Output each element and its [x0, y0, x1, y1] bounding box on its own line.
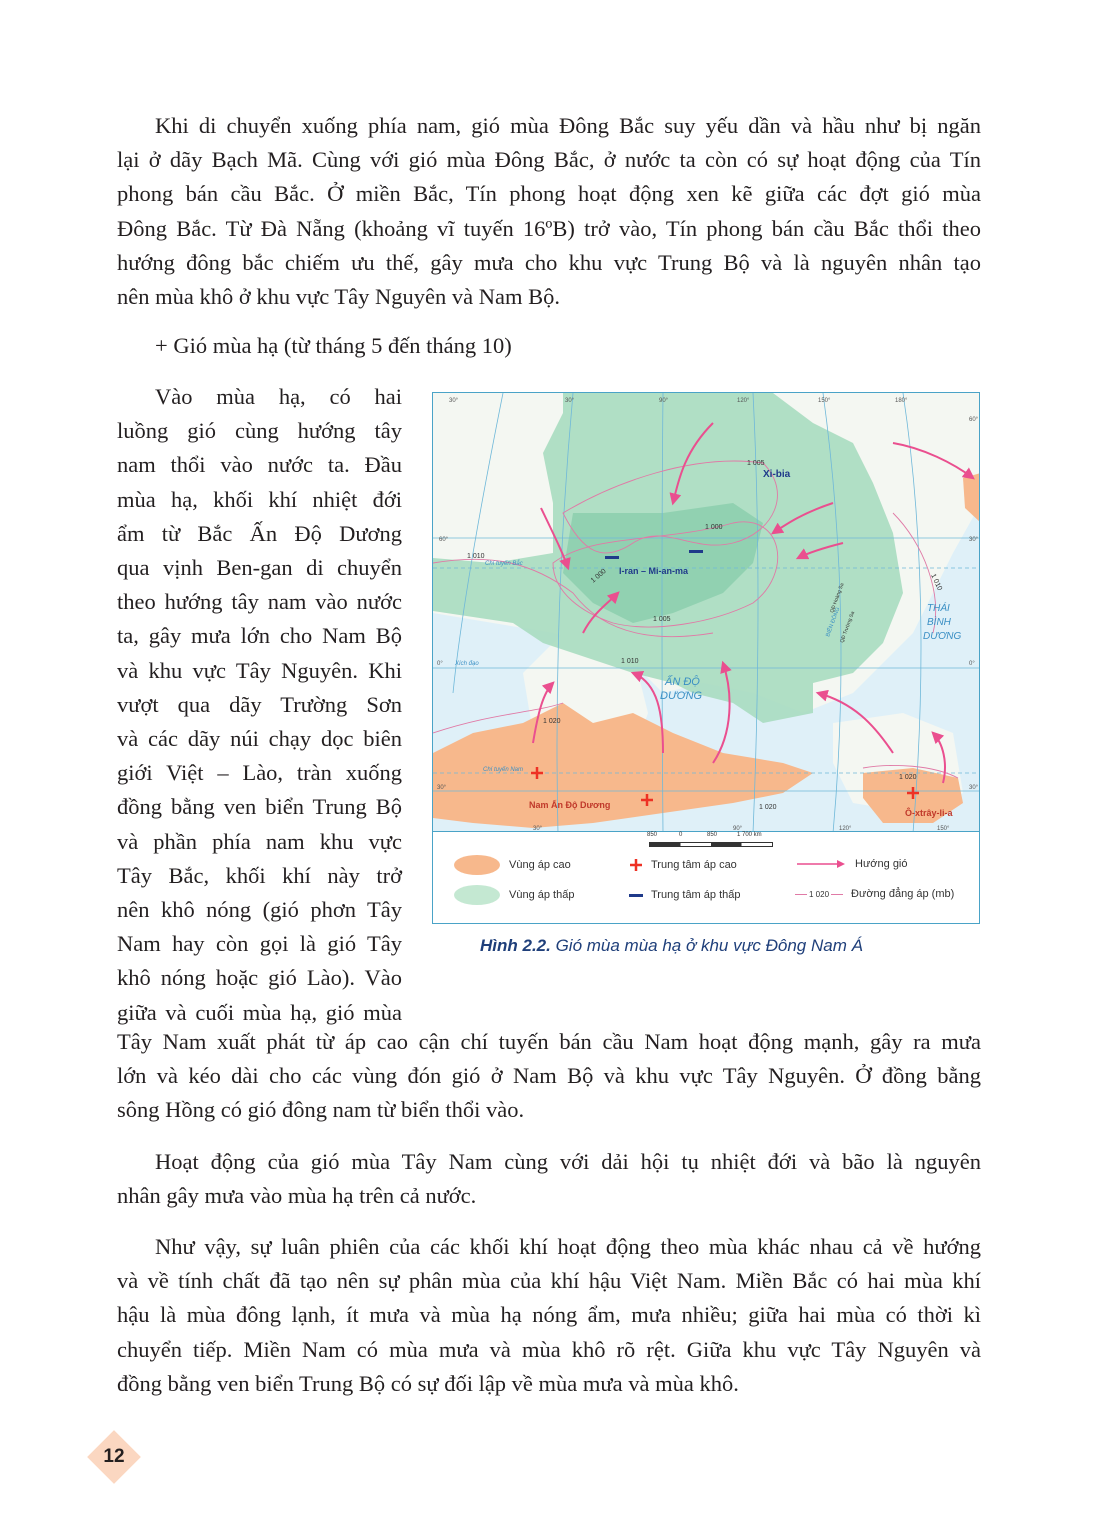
degree-label: 60°: [969, 417, 979, 423]
text-line: sông Hồng có gió đông nam từ biển thổi vào.: [117, 1097, 525, 1123]
monsoon-map: [432, 392, 980, 832]
text-line: Vào mùa hạ, có hai: [155, 384, 402, 409]
text-line: và về tính chất đã tạo nên sự phân mùa của khí hậu Việt Nam. Miền Bắc có hai mùa khí: [117, 1268, 981, 1294]
label-bien-dong: BIỂN ĐÔNG: [825, 606, 842, 638]
text-line: Khi di chuyển xuống phía nam, gió mùa Đông Bắc suy yếu dần và hầu như bị ngăn: [155, 113, 981, 138]
text-line: đồng bằng ven biển Trung Bộ: [117, 794, 402, 820]
legend-wind: Hướng gió: [795, 858, 908, 870]
text-line: luồng gió cùng hướng tây: [117, 418, 402, 444]
isobar-label: 1 020: [899, 774, 917, 781]
minus-icon: [629, 888, 643, 902]
text-line: nên khô nóng (gió phơn Tây: [117, 897, 402, 923]
isobar-label: 1 000: [705, 524, 723, 531]
degree-label: 0°: [969, 661, 975, 667]
text-line: lại ở dãy Bạch Mã. Cùng với gió mùa Đông Bắc, ở nước ta còn có sự hoạt động của Tín: [117, 147, 981, 173]
label-nam-an-do-duong: Nam Ấn Độ Dương: [529, 800, 611, 810]
text-line: đồng bằng ven biển Trung Bộ có sự đối lập về mùa mưa và mùa khô.: [117, 1370, 739, 1396]
degree-label: 0°: [437, 661, 443, 667]
paragraph-4: [117, 1230, 981, 1401]
scale-label: 1 700 km: [737, 832, 762, 838]
text-line: Như vậy, sự luân phiên của các khối khí hoạt động theo mùa khác nhau cả về hướng: [155, 1234, 981, 1259]
label-truong-sa: QĐ Trường Sa: [839, 610, 857, 644]
map-svg: [433, 393, 980, 832]
plus-icon: [629, 858, 643, 872]
figure-2-2: [432, 392, 980, 924]
degree-label: 90°: [659, 398, 669, 404]
isobar-label: 1 020: [759, 804, 777, 811]
isobar-label: 1 010: [467, 553, 485, 560]
degree-label: 150°: [937, 826, 950, 832]
isobar-label: 1 010: [621, 658, 639, 665]
caption-label: Hình 2.2.: [480, 936, 551, 955]
text-line: nam thổi vào nước ta. Đầu: [117, 452, 402, 478]
scale-label: 850: [647, 832, 658, 838]
label-duong-2: DƯƠNG: [923, 631, 962, 642]
text-line: và các dãy núi chạy dọc biên: [117, 726, 402, 752]
text-line: giữa và cuối mùa hạ, gió mùa: [117, 999, 402, 1025]
label-xich-dao: Xích đạo: [455, 661, 479, 667]
page-number: 12: [103, 1446, 125, 1467]
text-line: mùa hạ, khối khí nhiệt đới: [117, 486, 402, 512]
degree-label: 30°: [437, 785, 447, 791]
degree-label: 30°: [565, 398, 575, 404]
text-line: theo hướng tây nam vào nước: [117, 589, 402, 615]
text-line: giới Việt – Lào, tràn xuống: [117, 760, 402, 786]
degree-label: 60°: [439, 537, 449, 543]
isobar-label: 1 005: [747, 460, 765, 467]
text-line: hướng đông bắc chiếm ưu thế, gây mưa cho khu vực Trung Bộ và là nguyên nhân tạo: [117, 249, 981, 275]
text-line: khô nóng hoặc gió Lào). Vào: [117, 965, 402, 991]
scale-label: 0: [679, 832, 683, 838]
high-area-swatch: [453, 854, 501, 876]
legend-high-area: Vùng áp cao: [453, 854, 571, 876]
label-duong: DƯƠNG: [660, 690, 703, 702]
paragraph-1: [117, 109, 981, 314]
low-area-swatch: [453, 884, 501, 906]
degree-label: 120°: [839, 826, 852, 832]
text-line: ta, gây mưa lớn cho Nam Bộ: [117, 623, 402, 649]
text-line: hậu là mùa đông lạnh, ít mưa và mùa hạ nóng ẩm, mưa nhiều; giữa hai mùa có thời kì: [117, 1302, 981, 1328]
degree-label: 180°: [895, 398, 908, 404]
left-column-text: [117, 380, 402, 1030]
label-xibia: Xi-bia: [763, 469, 791, 480]
label-thai: THÁI: [927, 603, 950, 614]
degree-label: 30°: [533, 826, 543, 832]
label-oxtraylia: Ô-xtrây-li-a: [905, 808, 953, 818]
text-line: ẩm từ Bắc Ấn Độ Dương: [117, 520, 402, 546]
paragraph-3: [117, 1145, 981, 1213]
degree-label: 150°: [818, 398, 831, 404]
text-line: phong bán cầu Bắc. Ở miền Bắc, Tín phong hoạt động xen kẽ giữa các đợt gió mùa: [117, 181, 981, 207]
text-line: Tây Bắc, khối khí này trở: [117, 862, 402, 888]
label-an-do: ẤN ĐỘ: [665, 676, 700, 688]
text-line: qua vịnh Ben-gan di chuyển: [117, 555, 402, 581]
text-line: và phần phía nam khu vực: [117, 828, 402, 854]
text-line: và khu vực Tây Nguyên. Khi: [117, 657, 402, 683]
isobar-swatch: 1 020: [795, 890, 843, 899]
legend-isobar: 1 020 Đường đẳng áp (mb): [795, 888, 954, 900]
isobar-label: 1 010: [929, 572, 943, 592]
label-chi-tuyen-nam: Chí tuyến Nam: [483, 767, 524, 773]
degree-label: 30°: [969, 537, 979, 543]
paragraph-2: [117, 1025, 981, 1128]
degree-label: 30°: [449, 398, 459, 404]
text-line: lớn và kéo dài cho các vùng đón gió ở Nam Bộ và khu vực Tây Nguyên. Ở đồng bằng: [117, 1063, 981, 1089]
legend-high-center: Trung tâm áp cao: [629, 858, 737, 872]
label-chi-tuyen-bac: Chí tuyến Bắc: [485, 561, 523, 567]
section-heading: + Gió mùa hạ (từ tháng 5 đến tháng 10): [155, 333, 512, 358]
label-iran-mianma: I-ran – Mi-an-ma: [619, 566, 689, 576]
isobar-label: 1 005: [653, 616, 671, 623]
scale-bar: [649, 834, 771, 848]
degree-label: 30°: [969, 785, 979, 791]
scale-label: 850: [707, 832, 718, 838]
degree-label: 90°: [733, 826, 743, 832]
caption-text: Gió mùa mùa hạ ở khu vực Đông Nam Á: [550, 936, 863, 955]
legend-low-center: Trung tâm áp thấp: [629, 888, 740, 902]
text-line: Hoạt động của gió mùa Tây Nam cùng với dải hội tụ nhiệt đới và bão là nguyên: [155, 1149, 981, 1174]
text-line: nhân gây mưa vào mùa hạ trên cả nước.: [117, 1183, 477, 1209]
figure-caption: [480, 936, 980, 956]
label-binh: BÌNH: [927, 617, 951, 628]
map-legend: [432, 832, 980, 924]
isobar-label: 1 000: [589, 567, 608, 585]
text-line: chuyển tiếp. Miền Nam có mùa mưa và mùa khô rõ rệt. Giữa khu vực Tây Nguyên và: [117, 1336, 981, 1362]
isobar-label: 1 020: [543, 718, 561, 725]
label-hoang-sa: QĐ Hoàng Sa: [829, 582, 846, 614]
text-line: vượt qua dãy Trường Sơn: [117, 691, 402, 717]
text-line: Nam hay còn gọi là gió Tây: [117, 931, 402, 957]
text-line: nên mùa khô ở khu vực Tây Nguyên và Nam Bộ.: [117, 284, 560, 310]
text-line: Đông Bắc. Từ Đà Nẵng (khoảng vĩ tuyến 16ºB) trở vào, Tín phong bán cầu Bắc thổi theo: [117, 215, 981, 241]
arrow-icon: [795, 858, 847, 870]
degree-label: 120°: [737, 398, 750, 404]
text-line: Tây Nam xuất phát từ áp cao cận chí tuyến bán cầu Nam hoạt động mạnh, gây ra mưa: [117, 1029, 981, 1054]
legend-low-area: Vùng áp thấp: [453, 884, 574, 906]
